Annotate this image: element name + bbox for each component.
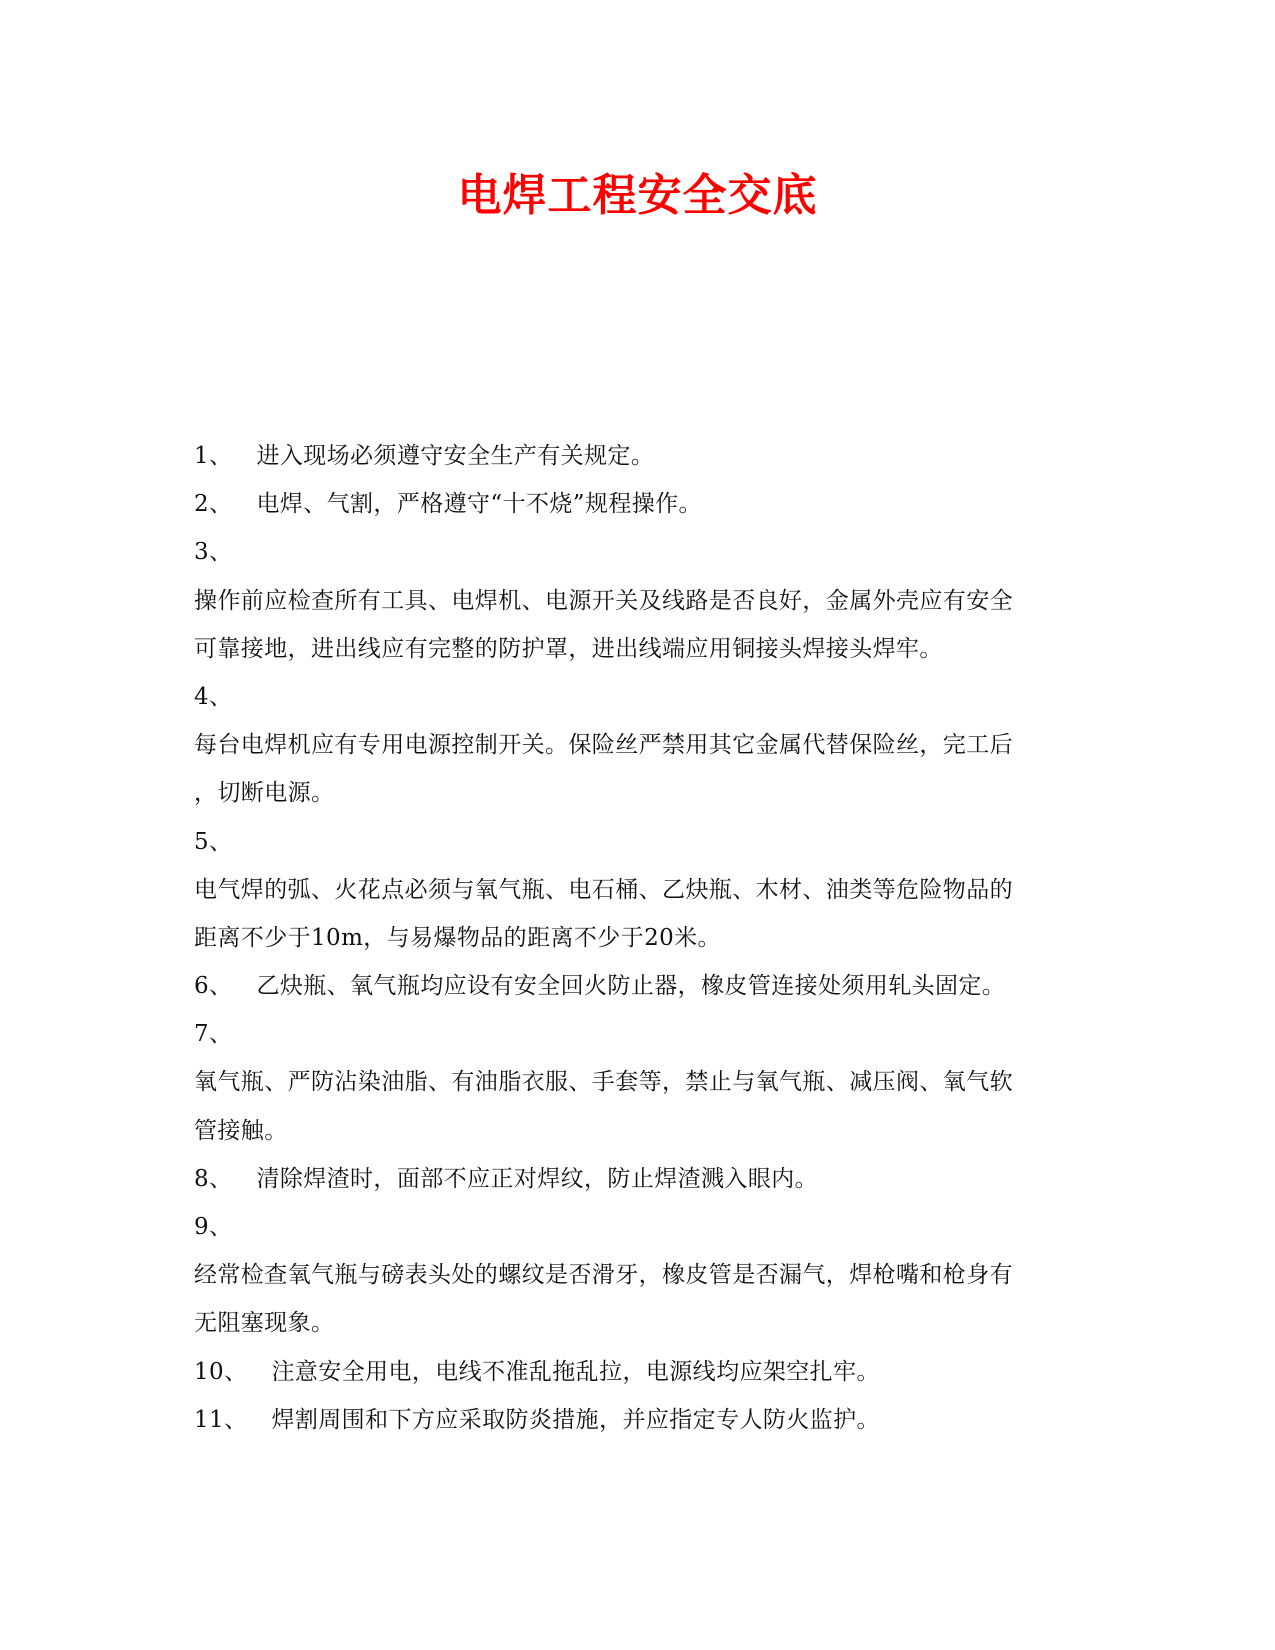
item-text-line: 氧气瓶、严防沾染油脂、有油脂衣服、手套等，禁止与氧气瓶、减压阀、氧气软: [194, 1069, 1013, 1096]
item-text: 乙炔瓶、氧气瓶均应设有安全回火防止器，橡皮管连接处须用轧头固定。: [256, 973, 1006, 1000]
item-text-line: 无阻塞现象。: [194, 1310, 335, 1337]
document-title: 电焊工程安全交底: [457, 170, 818, 221]
item-number: 11、: [194, 1406, 248, 1433]
item-text-line: 距离不少于10m，与易爆物品的距离不少于20米。: [194, 924, 721, 951]
item-text-line: 管接触。: [194, 1117, 288, 1144]
item-number: 9、: [194, 1214, 233, 1240]
list-item: [194, 432, 1074, 480]
item-text: 电焊、气割，严格遵守“十不烧”规程操作。: [256, 491, 702, 518]
item-text: 清除焊渣时，面部不应正对焊纹，防止焊渣溅入眼内。: [256, 1165, 819, 1192]
list-item: [194, 480, 1074, 528]
item-text: 进入现场必须遵守安全生产有关规定。: [256, 443, 655, 469]
document-body: [194, 432, 1074, 1444]
list-item: [194, 1396, 1074, 1444]
item-number: 7、: [194, 1021, 233, 1048]
item-number: 1、: [194, 443, 233, 469]
list-item: [194, 1155, 1074, 1203]
item-number: 10、: [194, 1358, 248, 1385]
item-text: 注意安全用电，电线不准乱拖乱拉，电源线均应架空扎牢。: [271, 1358, 880, 1385]
item-text-line: 每台电焊机应有专用电源控制开关。保险丝严禁用其它金属代替保险丝，完工后: [194, 732, 1013, 759]
item-text-line: ，切断电源。: [194, 780, 335, 807]
item-number: 2、: [194, 491, 233, 518]
item-text-line: 操作前应检查所有工具、电焊机、电源开关及线路是否良好，金属外壳应有安全: [194, 587, 1013, 614]
item-text-line: 可靠接地，进出线应有完整的防护罩，进出线端应用铜接头焊接头焊牢。: [194, 635, 943, 662]
item-number: 6、: [194, 973, 233, 1000]
item-text: 焊割周围和下方应采取防炎措施，并应指定专人防火监护。: [271, 1406, 880, 1433]
list-item: [194, 1348, 1074, 1396]
item-number: 8、: [194, 1165, 233, 1192]
item-number: 4、: [194, 683, 233, 710]
list-item: [194, 962, 1074, 1010]
item-text-line: 电气焊的弧、火花点必须与氧气瓶、电石桶、乙炔瓶、木材、油类等危险物品的: [194, 876, 1013, 903]
item-text-line: 经常检查氧气瓶与磅表头处的螺纹是否滑牙，橡皮管是否漏气，焊枪嘴和枪身有: [194, 1262, 1013, 1289]
item-number: 5、: [194, 828, 233, 855]
item-number: 3、: [194, 539, 233, 566]
